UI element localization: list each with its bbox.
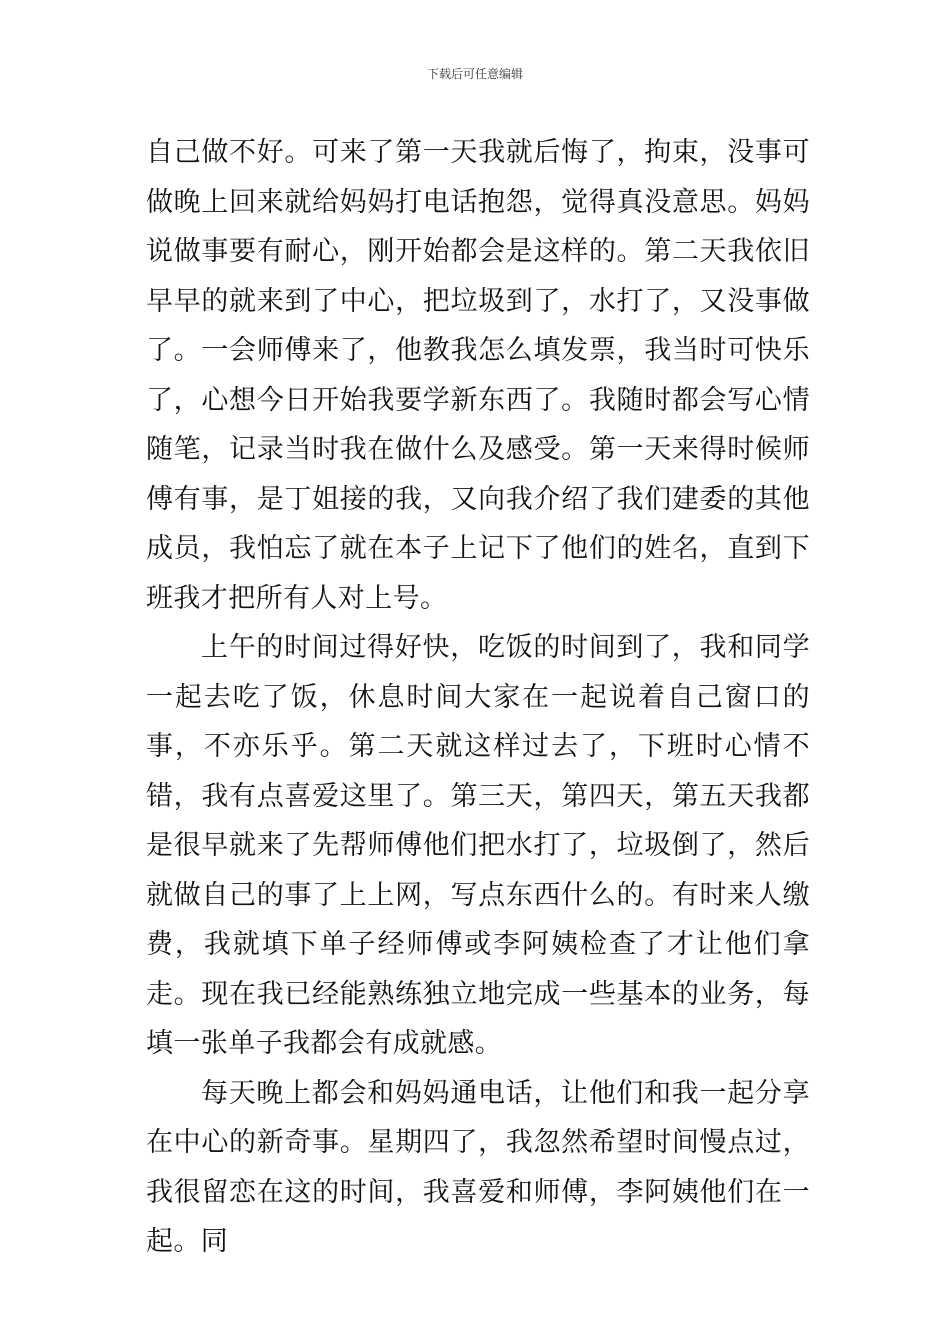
paragraph-1: 自己做不好。可来了第一天我就后悔了，拘束，没事可做晚上回来就给妈妈打电话抱怨，觉得真没意思。妈妈说做事要有耐心，刚开始都会是这样的。第二天我依旧早早的就来到了中心，把垃圾到了，水打了，又没事做了。一会师傅来了，他教我怎么填发票，我当时可快乐了，心想今日开始我要学新东西了。我随时都会写心情随笔，记录当时我在做什么及感受。第一天来得时候师傅有事，是丁姐接的我，又向我介绍了我们建委的其他成员，我怕忘了就在本子上记下了他们的姓名，直到下班我才把所有人对上号。 [146,137,810,614]
page-header: 下载后可任意编辑 [426,67,523,81]
paragraph-2: 上午的时间过得好快，吃饭的时间到了，我和同学一起去吃了饭，休息时间大家在一起说着自己窗口的事，不亦乐乎。第二天就这样过去了，下班时心情不错，我有点喜爱这里了。第三天，第四天，第五天我都是很早就来了先帮师傅他们把水打了，垃圾倒了，然后就做自己的事了上上网，写点东西什么的。有时来人缴费，我就填下单子经师傅或李阿姨检查了才让他们拿走。现在我已经能熟练独立地完成一些基本的业务，每填一张单子我都会有成就感。 [146,632,810,1059]
document-body [146,128,810,1267]
paragraph-3: 每天晚上都会和妈妈通电话，让他们和我一起分享在中心的新奇事。星期四了，我忽然希望时间慢点过，我很留恋在这的时间，我喜爱和师傅，李阿姨他们在一起。同 [146,1077,810,1257]
